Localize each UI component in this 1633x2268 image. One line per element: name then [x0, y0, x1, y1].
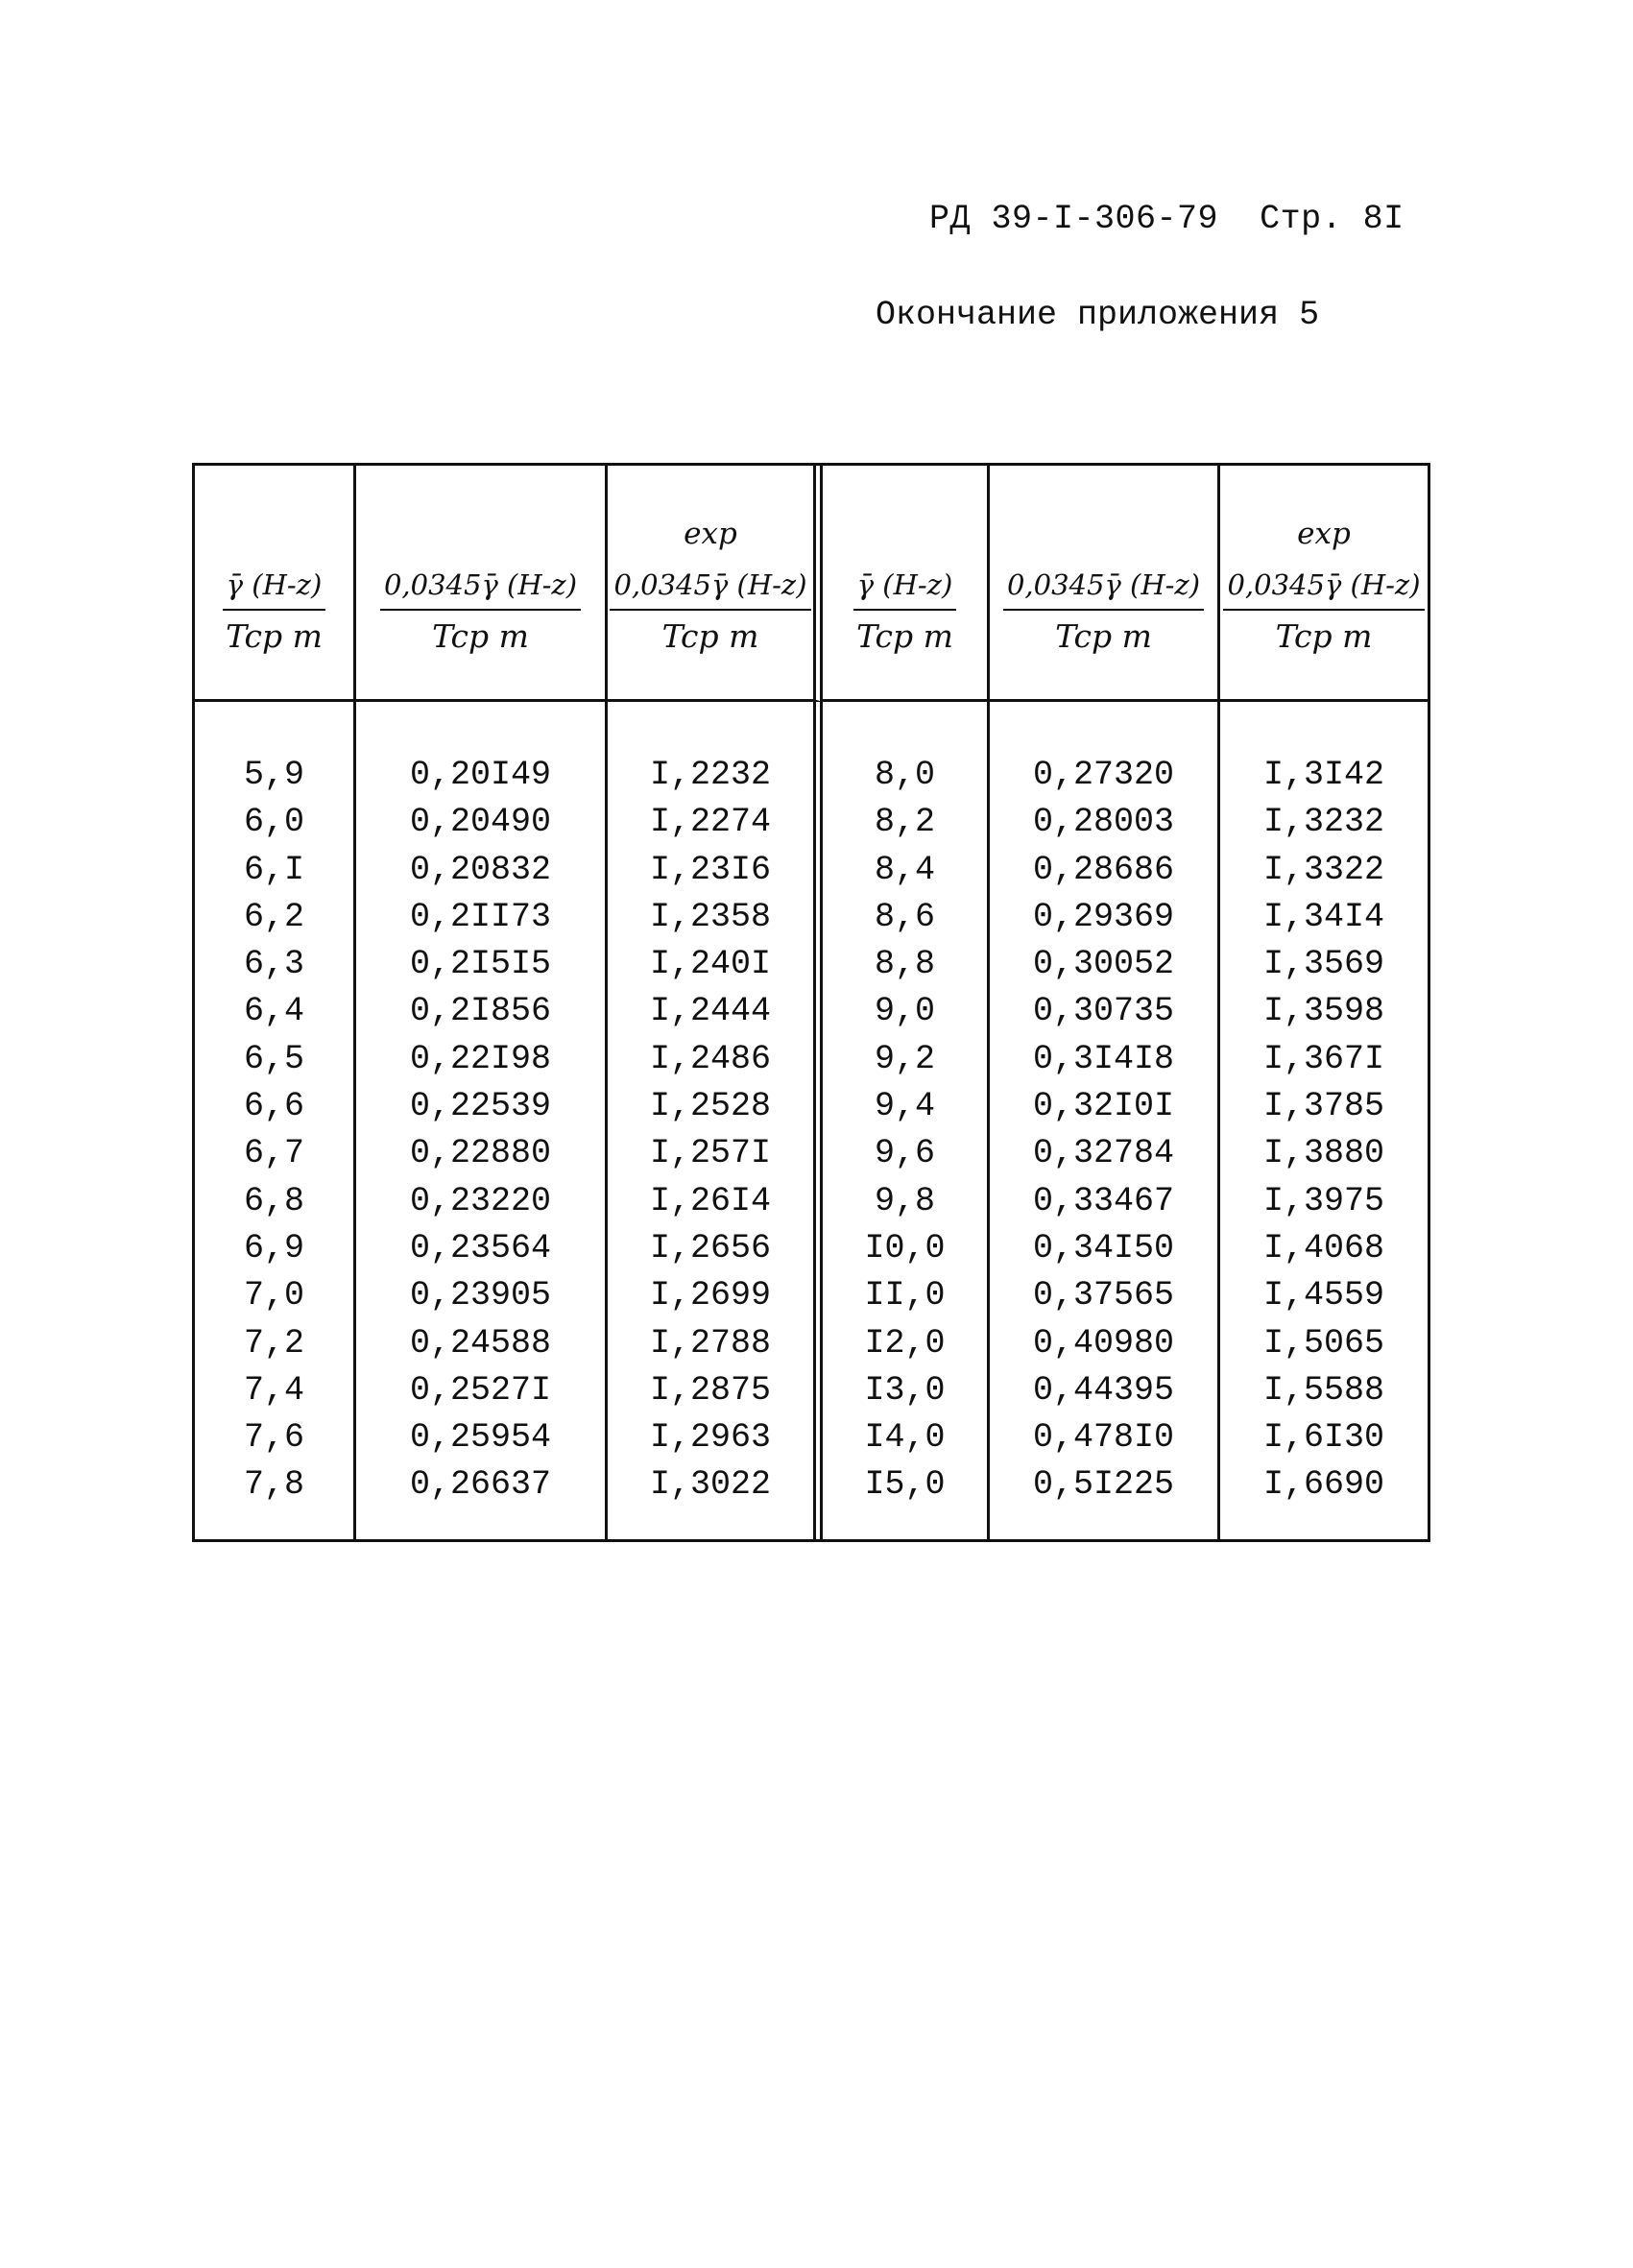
- table-cell: 0,34I50: [1032, 1228, 1175, 1267]
- table-cell: 6,I: [243, 850, 304, 889]
- table-cell: 0,30052: [1032, 945, 1175, 984]
- table-cell: 9,0: [874, 992, 935, 1031]
- header-exp: exp: [1297, 517, 1351, 552]
- table-cell: 0,20832: [409, 850, 552, 889]
- header-denominator: Tcp m: [226, 617, 323, 656]
- table-cell: I,257I: [649, 1134, 772, 1173]
- table-cell: 8,0: [874, 756, 935, 794]
- table-cell: I,4559: [1262, 1276, 1385, 1315]
- table-cell: 0,33467: [1032, 1181, 1175, 1220]
- table-cell: 5,9: [243, 756, 304, 794]
- table-cell: 0,3I4I8: [1032, 1039, 1175, 1078]
- table-cell: 0,22I98: [409, 1039, 552, 1078]
- data-table: [192, 463, 1430, 1542]
- table-cell: 0,37565: [1032, 1276, 1175, 1315]
- table-cell: I,3I42: [1262, 756, 1385, 794]
- table-cell: 0,23905: [409, 1276, 552, 1315]
- table-cell: 6,8: [243, 1181, 304, 1220]
- column-header-3: [608, 466, 823, 702]
- table-cell: 6,4: [243, 992, 304, 1031]
- table-cell: I,2232: [649, 756, 772, 794]
- table-cell: 8,2: [874, 803, 935, 842]
- table-cell: 0,2II73: [409, 897, 552, 936]
- table-cell: I,3322: [1262, 850, 1385, 889]
- table-cell: I,3232: [1262, 803, 1385, 842]
- header-numerator: 0,0345γ̄ (H-z): [1003, 569, 1204, 611]
- table-cell: 0,23220: [409, 1181, 552, 1220]
- table-cell: I,240I: [649, 945, 772, 984]
- header-denominator: Tcp m: [856, 617, 953, 656]
- table-cell: 6,0: [243, 803, 304, 842]
- table-cell: 6,6: [243, 1087, 304, 1126]
- table-cell: 6,7: [243, 1134, 304, 1173]
- table-cell: 8,8: [874, 945, 935, 984]
- table-cell: 0,20I49: [409, 756, 552, 794]
- header-denominator: Tcp m: [432, 617, 529, 656]
- table-cell: 8,4: [874, 850, 935, 889]
- table-cell: I,2358: [649, 897, 772, 936]
- table-cell: 6,9: [243, 1228, 304, 1267]
- table-cell: 9,8: [874, 1181, 935, 1220]
- table-cell: 7,6: [243, 1418, 304, 1458]
- header-numerator: 0,0345γ̄ (H-z): [1223, 569, 1424, 611]
- table-cell: 0,25954: [409, 1418, 552, 1458]
- table-cell: 0,20490: [409, 803, 552, 842]
- header-numerator: γ̄ (H-z): [223, 569, 326, 611]
- doc-ref: РД 39-I-306-79: [929, 200, 1219, 238]
- table-cell: 9,2: [874, 1039, 935, 1078]
- table-cell: 0,23564: [409, 1228, 552, 1267]
- table-cell: 9,4: [874, 1087, 935, 1126]
- column-values-4: [823, 702, 990, 1539]
- table-cell: I0,0: [864, 1228, 946, 1267]
- column-values-2: [356, 702, 608, 1539]
- header-denominator: Tcp m: [1275, 617, 1373, 656]
- column-header-4: [823, 466, 990, 702]
- table-cell: I,2274: [649, 803, 772, 842]
- table-cell: 0,24588: [409, 1323, 552, 1363]
- table-cell: 7,0: [243, 1276, 304, 1315]
- column-values-1: [195, 702, 356, 1539]
- table-cell: I,34I4: [1262, 897, 1385, 936]
- header-numerator: γ̄ (H-z): [853, 569, 957, 611]
- page-number: Стр. 8I: [1260, 200, 1405, 238]
- table-cell: I2,0: [864, 1323, 946, 1363]
- table-cell: 7,4: [243, 1370, 304, 1410]
- column-header-2: [356, 466, 608, 702]
- table-cell: 0,40980: [1032, 1323, 1175, 1363]
- header-numerator: 0,0345γ̄ (H-z): [610, 569, 810, 611]
- header-exp: exp: [684, 517, 737, 552]
- table-cell: I5,0: [864, 1465, 946, 1505]
- table-cell: 6,3: [243, 945, 304, 984]
- table-cell: I,2963: [649, 1418, 772, 1458]
- table-cell: I3,0: [864, 1370, 946, 1410]
- column-header-5: [990, 466, 1220, 702]
- table-cell: 0,5I225: [1032, 1465, 1175, 1505]
- table-cell: I,3975: [1262, 1181, 1385, 1220]
- table-cell: 0,478I0: [1032, 1418, 1175, 1458]
- table-cell: 6,2: [243, 897, 304, 936]
- table-cell: 0,28003: [1032, 803, 1175, 842]
- column-values-6: [1220, 702, 1428, 1539]
- table-cell: I,2875: [649, 1370, 772, 1410]
- table-cell: 7,8: [243, 1465, 304, 1505]
- table-cell: 0,2I856: [409, 992, 552, 1031]
- table-cell: I,2444: [649, 992, 772, 1031]
- table-cell: 0,26637: [409, 1465, 552, 1505]
- table-cell: I,2788: [649, 1323, 772, 1363]
- table-cell: I,26I4: [649, 1181, 772, 1220]
- column-header-6: [1220, 466, 1428, 702]
- table-cell: I,6I30: [1262, 1418, 1385, 1458]
- document-reference: [929, 200, 1405, 238]
- column-values-5: [990, 702, 1220, 1539]
- table-cell: 9,6: [874, 1134, 935, 1173]
- table-cell: 0,22539: [409, 1087, 552, 1126]
- table-cell: 0,27320: [1032, 756, 1175, 794]
- header-denominator: Tcp m: [661, 617, 759, 656]
- table-cell: I,2486: [649, 1039, 772, 1078]
- table-cell: I,5065: [1262, 1323, 1385, 1363]
- table-cell: I,4068: [1262, 1228, 1385, 1267]
- table-cell: I,3785: [1262, 1087, 1385, 1126]
- column-values-3: [608, 702, 823, 1539]
- table-cell: I,3880: [1262, 1134, 1385, 1173]
- table-cell: 0,2I5I5: [409, 945, 552, 984]
- table-cell: 0,32784: [1032, 1134, 1175, 1173]
- table-cell: I,6690: [1262, 1465, 1385, 1505]
- header-numerator: 0,0345γ̄ (H-z): [380, 569, 581, 611]
- header-denominator: Tcp m: [1055, 617, 1152, 656]
- table-cell: 0,29369: [1032, 897, 1175, 936]
- table-cell: 8,6: [874, 897, 935, 936]
- table-cell: I,3569: [1262, 945, 1385, 984]
- table-cell: 0,32I0I: [1032, 1087, 1175, 1126]
- table-cell: 0,30735: [1032, 992, 1175, 1031]
- appendix-subtitle: Окончание приложения 5: [876, 296, 1320, 334]
- table-cell: I,3022: [649, 1465, 772, 1505]
- column-header-1: [195, 466, 356, 702]
- table-cell: 7,2: [243, 1323, 304, 1363]
- table-cell: II,0: [864, 1276, 946, 1315]
- table-cell: I,23I6: [649, 850, 772, 889]
- table-cell: 0,28686: [1032, 850, 1175, 889]
- table-cell: I,5588: [1262, 1370, 1385, 1410]
- table-cell: I,3598: [1262, 992, 1385, 1031]
- table-cell: I,2656: [649, 1228, 772, 1267]
- table-cell: I,2699: [649, 1276, 772, 1315]
- table-cell: I4,0: [864, 1418, 946, 1458]
- table-cell: 6,5: [243, 1039, 304, 1078]
- table-cell: 0,2527I: [409, 1370, 552, 1410]
- table-cell: 0,22880: [409, 1134, 552, 1173]
- table-cell: I,367I: [1262, 1039, 1385, 1078]
- table-cell: 0,44395: [1032, 1370, 1175, 1410]
- table-cell: I,2528: [649, 1087, 772, 1126]
